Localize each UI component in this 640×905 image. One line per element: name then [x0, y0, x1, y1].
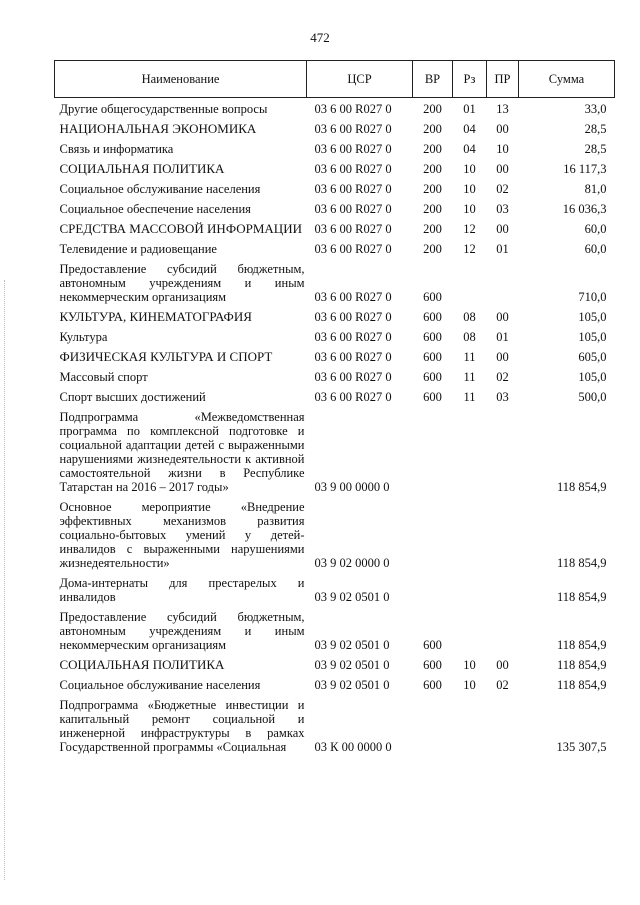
- cell-name: Подпрограмма «Бюджетные инвестиции и капитальный ремонт социальной и инженерной инфраструктуры в рамках Государственной программы «Социальная: [59, 698, 305, 754]
- cell-rz: 10: [463, 182, 476, 196]
- cell-rz: 01: [463, 102, 476, 116]
- cell-rz: 11: [463, 370, 476, 384]
- cell-pr: 00: [496, 350, 509, 364]
- cell-pr: 03: [496, 390, 509, 404]
- cell-name: СОЦИАЛЬНАЯ ПОЛИТИКА: [59, 657, 225, 672]
- cell-name: Социальное обслуживание населения: [59, 182, 261, 196]
- table-row: [55, 158, 615, 178]
- cell-csr: 03 9 02 0000 0: [314, 556, 390, 570]
- cell-sum: 105,0: [578, 370, 607, 384]
- cell-vr: 600: [423, 290, 442, 304]
- cell-pr: 10: [496, 142, 509, 156]
- table-row: [55, 238, 615, 258]
- cell-name: Другие общегосударственные вопросы: [59, 102, 268, 116]
- table-row: [55, 606, 615, 654]
- cell-vr: 200: [423, 222, 442, 236]
- cell-sum: 33,0: [584, 102, 607, 116]
- cell-pr: 02: [496, 370, 509, 384]
- table-row: [55, 654, 615, 674]
- cell-vr: 200: [423, 142, 442, 156]
- cell-name: Дома-интернаты для престарелых и инвалидов: [59, 576, 305, 604]
- scan-edge-mark: [4, 280, 7, 880]
- cell-csr: 03 6 00 R027 0: [314, 182, 392, 196]
- cell-name: НАЦИОНАЛЬНАЯ ЭКОНОМИКА: [59, 121, 257, 136]
- cell-rz: [453, 694, 487, 756]
- cell-sum: 118 854,9: [556, 658, 607, 672]
- header-name: Наименование: [55, 61, 307, 98]
- table-row: [55, 694, 615, 756]
- cell-pr: 01: [496, 242, 509, 256]
- table-header: [55, 61, 615, 98]
- cell-pr: 00: [496, 222, 509, 236]
- cell-vr: 600: [423, 370, 442, 384]
- cell-vr: [413, 572, 453, 606]
- table-row: [55, 138, 615, 158]
- cell-name: Культура: [59, 330, 108, 344]
- cell-vr: 200: [423, 202, 442, 216]
- header-sum: Сумма: [519, 61, 615, 98]
- table-row: [55, 198, 615, 218]
- cell-sum: 60,0: [584, 242, 607, 256]
- cell-pr: [487, 606, 519, 654]
- cell-rz: 10: [463, 678, 476, 692]
- cell-vr: 600: [423, 350, 442, 364]
- cell-csr: 03 6 00 R027 0: [314, 142, 392, 156]
- cell-rz: [453, 606, 487, 654]
- cell-vr: 600: [423, 390, 442, 404]
- cell-pr: 13: [496, 102, 509, 116]
- cell-name: Подпрограмма «Межведомственная программа по комплексной подготовке и социальной адаптации детей с выраженными нарушениями жизнедеятельности к активной самостоятельной жизни в Республике Татарстан на 2016 – 2017 годы»: [59, 410, 305, 494]
- cell-pr: 03: [496, 202, 509, 216]
- table-row: [55, 346, 615, 366]
- cell-csr: 03 6 00 R027 0: [314, 102, 392, 116]
- table-row: [55, 98, 615, 119]
- cell-vr: [413, 496, 453, 572]
- cell-csr: 03 6 00 R027 0: [314, 330, 392, 344]
- cell-csr: 03 6 00 R027 0: [314, 350, 392, 364]
- table-row: [55, 306, 615, 326]
- cell-sum: 118 854,9: [556, 678, 607, 692]
- page-number: 472: [310, 30, 330, 45]
- cell-vr: [413, 406, 453, 496]
- cell-vr: 600: [423, 658, 442, 672]
- cell-vr: 600: [423, 638, 442, 652]
- cell-pr: 00: [496, 658, 509, 672]
- cell-csr: 03 6 00 R027 0: [314, 122, 392, 136]
- cell-pr: [487, 694, 519, 756]
- table-row: [55, 496, 615, 572]
- cell-vr: 200: [423, 162, 442, 176]
- cell-vr: 200: [423, 182, 442, 196]
- cell-pr: 00: [496, 122, 509, 136]
- header-csr: ЦСР: [307, 61, 413, 98]
- cell-csr: 03 9 02 0501 0: [314, 678, 390, 692]
- cell-rz: 10: [463, 162, 476, 176]
- table-body: [55, 98, 615, 757]
- cell-csr: 03 6 00 R027 0: [314, 222, 392, 236]
- cell-name: Предоставление субсидий бюджетным, автономным учреждениям и иным некоммерческим организациям: [59, 262, 305, 304]
- cell-sum: 16 117,3: [563, 162, 607, 176]
- table-row: [55, 118, 615, 138]
- cell-name: Основное мероприятие «Внедрение эффективных механизмов развития социально-бытовых умений у детей-инвалидов с выраженными нарушениями жизнедеятельности»: [59, 500, 305, 570]
- cell-name: СОЦИАЛЬНАЯ ПОЛИТИКА: [59, 161, 225, 176]
- cell-rz: [453, 572, 487, 606]
- cell-csr: 03 9 02 0501 0: [314, 590, 390, 604]
- cell-name: Социальное обслуживание населения: [59, 678, 261, 692]
- table-row: [55, 674, 615, 694]
- cell-sum: 135 307,5: [556, 740, 607, 754]
- cell-sum: 28,5: [584, 122, 607, 136]
- cell-rz: 10: [463, 658, 476, 672]
- cell-sum: 105,0: [578, 310, 607, 324]
- cell-sum: 81,0: [584, 182, 607, 196]
- cell-rz: 11: [463, 390, 476, 404]
- cell-csr: 03 6 00 R027 0: [314, 390, 392, 404]
- cell-pr: [487, 406, 519, 496]
- cell-pr: 02: [496, 182, 509, 196]
- budget-table: [54, 60, 615, 756]
- cell-name: Массовый спорт: [59, 370, 148, 384]
- table-row: [55, 572, 615, 606]
- cell-pr: 02: [496, 678, 509, 692]
- cell-rz: 04: [463, 122, 476, 136]
- cell-vr: 600: [423, 310, 442, 324]
- cell-name: ФИЗИЧЕСКАЯ КУЛЬТУРА И СПОРТ: [59, 349, 273, 364]
- cell-pr: [487, 572, 519, 606]
- cell-sum: 500,0: [578, 390, 607, 404]
- cell-rz: 08: [463, 310, 476, 324]
- header-pr: ПР: [487, 61, 519, 98]
- cell-rz: [453, 406, 487, 496]
- cell-rz: 12: [463, 222, 476, 236]
- cell-csr: 03 6 00 R027 0: [314, 162, 392, 176]
- cell-csr: 03 6 00 R027 0: [314, 310, 392, 324]
- cell-sum: 605,0: [578, 350, 607, 364]
- cell-vr: 200: [423, 242, 442, 256]
- cell-sum: 710,0: [578, 290, 607, 304]
- cell-csr: 03 6 00 R027 0: [314, 290, 392, 304]
- cell-rz: 04: [463, 142, 476, 156]
- table-row: [55, 218, 615, 238]
- cell-sum: 118 854,9: [556, 480, 607, 494]
- cell-pr: 01: [496, 330, 509, 344]
- cell-name: Связь и информатика: [59, 142, 174, 156]
- cell-csr: 03 9 02 0501 0: [314, 638, 390, 652]
- table-row: [55, 178, 615, 198]
- cell-sum: 118 854,9: [556, 556, 607, 570]
- cell-vr: 600: [423, 330, 442, 344]
- cell-rz: [453, 258, 487, 306]
- cell-name: Социальное обеспечение населения: [59, 202, 251, 216]
- cell-sum: 60,0: [584, 222, 607, 236]
- cell-vr: 200: [423, 122, 442, 136]
- cell-sum: 105,0: [578, 330, 607, 344]
- cell-vr: [413, 694, 453, 756]
- cell-csr: 03 К 00 0000 0: [314, 740, 392, 754]
- cell-name: СРЕДСТВА МАССОВОЙ ИНФОРМАЦИИ: [59, 221, 302, 236]
- cell-pr: [487, 258, 519, 306]
- cell-csr: 03 6 00 R027 0: [314, 202, 392, 216]
- header-rz: Рз: [453, 61, 487, 98]
- cell-sum: 16 036,3: [562, 202, 607, 216]
- cell-pr: [487, 496, 519, 572]
- cell-name: Спорт высших достижений: [59, 390, 206, 404]
- table-row: [55, 326, 615, 346]
- cell-pr: 00: [496, 162, 509, 176]
- header-vr: ВР: [413, 61, 453, 98]
- cell-rz: [453, 496, 487, 572]
- table-row: [55, 258, 615, 306]
- cell-rz: 12: [463, 242, 476, 256]
- cell-csr: 03 9 02 0501 0: [314, 658, 390, 672]
- table-row: [55, 386, 615, 406]
- cell-name: КУЛЬТУРА, КИНЕМАТОГРАФИЯ: [59, 309, 252, 324]
- cell-csr: 03 6 00 R027 0: [314, 370, 392, 384]
- cell-sum: 118 854,9: [556, 590, 607, 604]
- cell-csr: 03 9 00 0000 0: [314, 480, 390, 494]
- cell-vr: 600: [423, 678, 442, 692]
- cell-vr: 200: [423, 102, 442, 116]
- cell-name: Телевидение и радиовещание: [59, 242, 217, 256]
- cell-name: Предоставление субсидий бюджетным, автономным учреждениям и иным некоммерческим организациям: [59, 610, 305, 652]
- cell-pr: 00: [496, 310, 509, 324]
- table-row: [55, 366, 615, 386]
- cell-sum: 28,5: [584, 142, 607, 156]
- cell-csr: 03 6 00 R027 0: [314, 242, 392, 256]
- table-row: [55, 406, 615, 496]
- cell-rz: 11: [463, 350, 476, 364]
- cell-rz: 08: [463, 330, 476, 344]
- cell-sum: 118 854,9: [556, 638, 607, 652]
- cell-rz: 10: [463, 202, 476, 216]
